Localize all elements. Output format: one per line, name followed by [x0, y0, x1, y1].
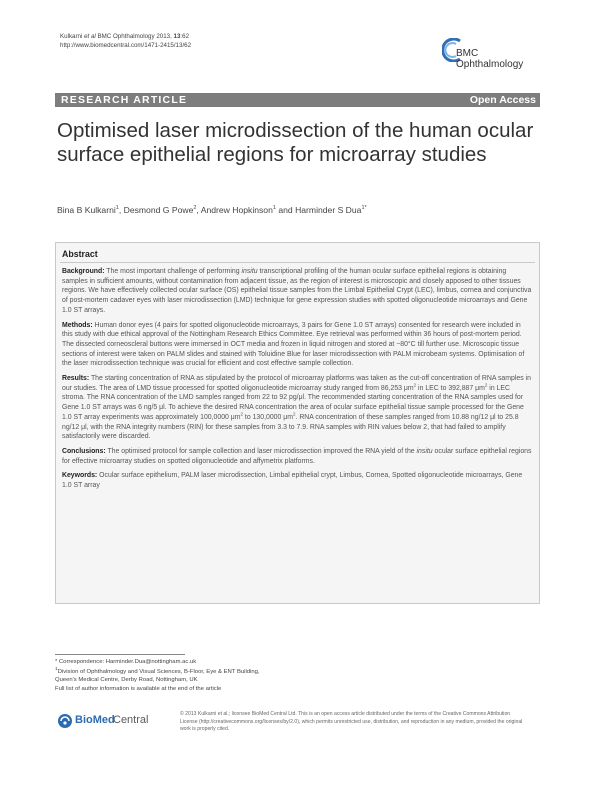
journal-name: Ophthalmology: [456, 59, 524, 70]
affiliation-1: [55, 666, 355, 676]
section-text: . RNA concentration of these samples ranged from 10.88 ng/12 μl to 25.8 ng/12 μl, with the RNA integrity numbers (RIN) for these samples from 3.3 to 7.9. RNA samples with RIN values below 2, that had failed to amplify satisfactorily were discarded.: [62, 413, 519, 441]
section-label: Conclusions:: [62, 447, 106, 455]
abstract-keywords: [62, 471, 533, 490]
citation-header: [60, 32, 191, 50]
author-name: Andrew Hopkinson: [200, 205, 273, 215]
citation-year: 2013,: [154, 33, 174, 40]
journal-brand: BMC: [456, 48, 479, 59]
author-info-note: Full list of author information is available at the end of the article: [55, 685, 222, 692]
superscript: 2: [292, 411, 296, 417]
article-title: Optimised laser microdissection of the human ocular surface epithelial regions for microarray studies: [57, 119, 534, 166]
abstract-box: [55, 242, 540, 604]
affiliation-text: Division of Ophthalmology and Visual Sciences, B-Floor, Eye & ENT Building,: [57, 669, 260, 676]
abstract-conclusions: [62, 447, 533, 466]
abstract-results: [62, 374, 533, 442]
license-text: © 2013 Kulkarni et al.; licensee BioMed Central Ltd. This is an open access article distributed under the terms of the Creative Commons Attribution License (http://creativecommons.org/licenses/by/2.0), which permits unrestricted use, distribution, and reproduction in any medium, provided the original work is properly cited.: [180, 711, 523, 733]
author-affiliation: 1: [115, 205, 119, 212]
superscript: 2: [240, 411, 244, 417]
emphasis-text: insitu: [241, 268, 258, 275]
footnotes: [55, 658, 355, 693]
publisher-name-part1: BioMed: [75, 714, 115, 726]
section-text: in LEC stroma. The RNA concentration of the LMD samples ranged from 22 to 92 pg/μl. The recommended starting concentration of the RNA samples used for Gene 1.0 ST arrays was 6 ng/5 μl. To achieve the desired RNA concentration the area of ocular surface epithelial tissue sample processed for the Gene 1.0 ST array experiments was approximately 100,0000 μm: [62, 384, 524, 421]
section-text: to 130,0000 μm: [243, 413, 293, 421]
abstract-methods: [62, 321, 533, 370]
open-access-label: Open Access: [469, 94, 536, 106]
author-name: Bina B Kulkarni: [57, 205, 116, 215]
correspondence-email[interactable]: * Correspondence: Harminder.Dua@nottingham.ac.uk: [55, 659, 197, 665]
superscript: 2: [484, 382, 488, 388]
publisher-name-part2: Central: [113, 714, 149, 726]
section-label: Background:: [62, 268, 105, 275]
citation-volume: 13: [173, 33, 181, 40]
citation-authors: Kulkarni: [60, 33, 85, 40]
author-name: Harminder S Dua: [295, 205, 362, 215]
section-text: transcriptional profiling of the human ocular surface epithelial regions is obtaining samples in sufficient amounts, without contamination from adjacent tissue, as the region of interest is microscopic and closely apposed to other tissues regions. We have effectively collected ocular surface (OS) epithelial tissue samples from the Limbal Epithelial Crypt (LEC), limbus, cornea and conjunctiva of post-mortem cadaver eyes with laser microdissection (LMD) technique for gene expression studies with spotted oligonucleotide microarrays and Gene 1.0 ST arrays.: [62, 268, 532, 314]
section-label: Results:: [62, 375, 90, 383]
abstract-heading: Abstract: [62, 249, 98, 259]
article-type-banner: [55, 93, 540, 107]
author-affiliation: 2: [193, 205, 197, 212]
abstract-body: [62, 267, 533, 496]
journal-logo: [440, 38, 540, 78]
citation-article: :62: [180, 33, 190, 40]
author-affiliation: 1*: [361, 205, 367, 212]
article-url[interactable]: http://www.biomedcentral.com/1471-2415/13/62: [60, 42, 192, 49]
author-name: Desmond G Powe: [123, 205, 194, 215]
section-text: The starting concentration of RNA as stipulated by the protocol of microarray platforms was taken as the cut-off concentration of RNA samples in our studies. The area of LMD tissue processed for spotted oligonucleotide microarray study ranged from 86,253 μm: [62, 375, 531, 392]
citation-line: [60, 32, 191, 41]
abstract-background: [62, 267, 533, 316]
footnote-divider: [55, 654, 185, 655]
section-text: Ocular surface epithelium, PALM laser microdissection, Limbal epithelial crypt, Limbus, Cornea, Spotted oligonucleotide microarrays, Gene 1.0 ST array: [62, 472, 523, 490]
author-list: Bina B Kulkarni$^1$, Desmond G Powe$^2$, Andrew Hopkinson$^1$ and Harminder S Dua$^{1*}$: [57, 205, 367, 215]
abstract-divider: [60, 262, 535, 263]
article-type: RESEARCH ARTICLE: [61, 94, 188, 106]
section-label: Keywords:: [62, 472, 98, 480]
affiliation-1-address: Queen's Medical Centre, Derby Road, Nottingham, UK: [55, 677, 198, 684]
section-label: Methods:: [62, 321, 93, 329]
affiliation-number: 1: [55, 667, 58, 673]
citation-journal: BMC Ophthalmology: [95, 33, 155, 40]
author-affiliation: 1: [272, 205, 276, 212]
publisher-logo: [57, 713, 177, 729]
section-text: in LEC to 392,887 μm: [416, 384, 485, 392]
section-text: ocular surface epithelial regions for effective microarray studies on spotted oligonucleotide and affymetrix platforms.: [62, 447, 532, 465]
superscript: 2: [413, 382, 417, 388]
section-text: The most important challenge of performing: [104, 268, 242, 275]
section-text: Human donor eyes (4 pairs for spotted oligonucleotide microarrays, 3 pairs for Gene 1.0 ST arrays) consented for research were included in this study with due ethical approval of the Nottingham Research Ethics Committee. Eye retrieval was performed within 36 hours of post-mortem period. The dissected corneoscleral buttons were immersed in OCT media and frozen in liquid nitrogen and stored at −80°C till further use. Microscopic tissue sections of interest were taken on PALM slides and stained with Toluidine Blue for laser microdissection with PALM microbeam systems. Optimisation of the laser microdissection technique was crucial for efficient and cost effective sample collection.: [62, 321, 525, 368]
emphasis-text: insitu: [416, 447, 433, 455]
biomed-central-circle-icon: [57, 713, 73, 729]
section-text: The optimised protocol for sample collection and laser microdissection improved the RNA yield of the: [105, 447, 417, 455]
citation-etal: et al: [84, 33, 96, 40]
